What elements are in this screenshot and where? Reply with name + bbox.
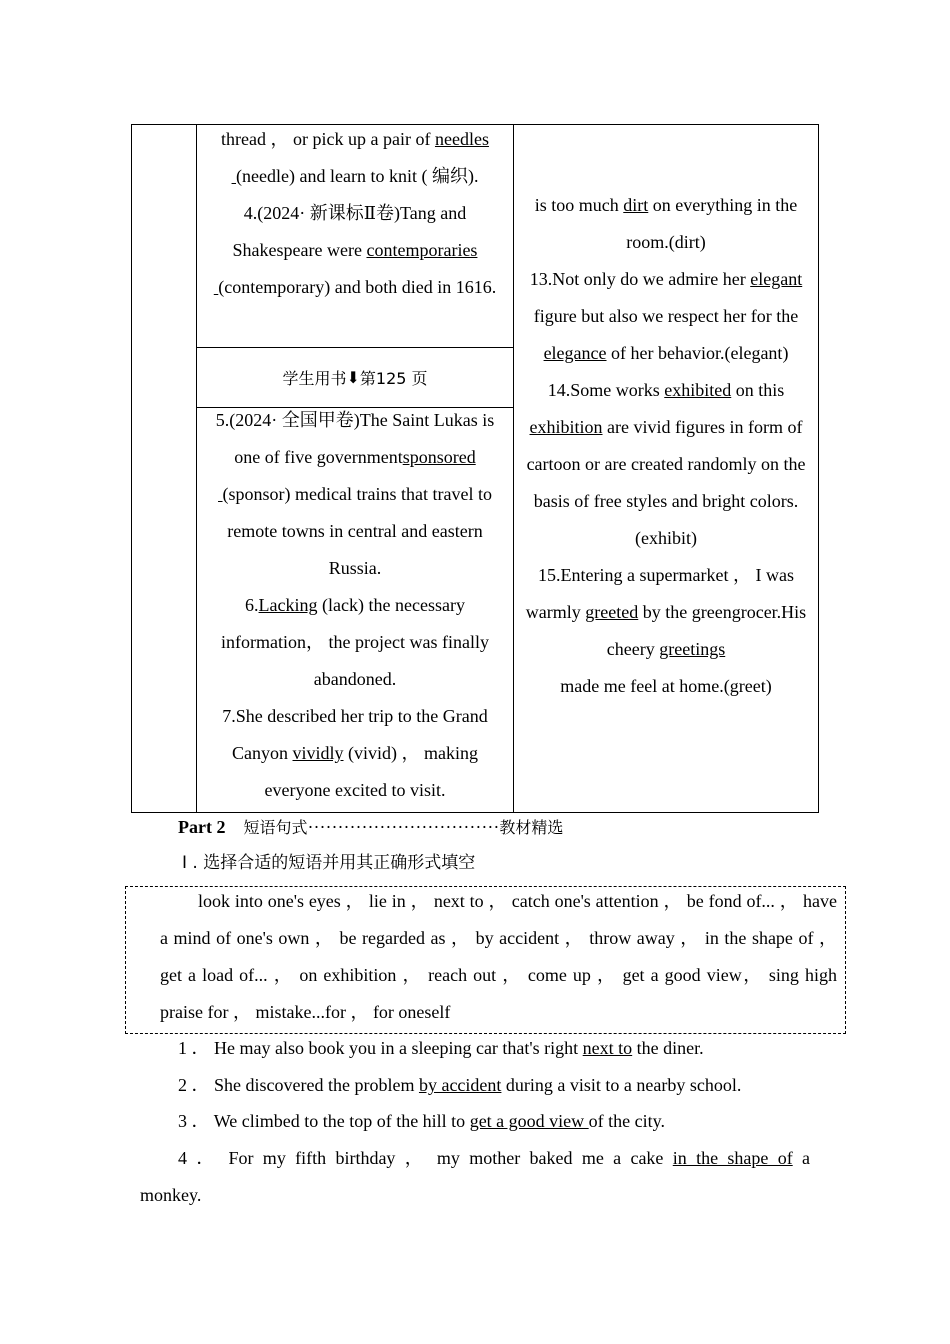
table-right-column: is too much dirt on everything in the room.(dirt) 13.Not only do we admire her elegant figure but also we respect her for the elegance of her behavior.(elegant) 14.Some works exhibited on this exhibition are vivid figures in form of cartoon or are created randomly on the basis of free styles and bright colors.(exhibit) 15.Entering a supermarket ， I was warmly greeted by the greengrocer.His cheery greetings made me feel at home.(greet) [525, 195, 807, 696]
answer-exhibited: exhibited [664, 380, 732, 400]
question-4: 4 ． For my fifth birthday ， my mother baked me a cake in the shape of a [178, 1148, 810, 1168]
part-heading: Part 2 短语句式································教材精选 [178, 817, 564, 837]
answer-next-to: next to [582, 1038, 633, 1058]
answer-contemporaries: contemporaries [366, 240, 478, 260]
question-2: 2 ． She discovered the problem by accident during a visit to a nearby school. [178, 1075, 742, 1095]
answer-vividly: vividly [292, 743, 344, 763]
answer-sponsored: sponsored [402, 447, 476, 467]
table-cell-q5-q7: 5.(2024· 全国甲卷)The Saint Lukas is one of five governmentsponsored (sponsor) medical trains that travel to remote towns in central and eastern Russia. 6.Lacking (lack) the necessary information， the project was finally abandoned. 7.She described her trip to the Grand Canyon vividly (vivid) ， making everyone excited to visit. [215, 410, 495, 800]
table-left-column [132, 125, 197, 812]
question-1: 1 ． He may also book you in a sleeping car that's right next to the diner. [178, 1038, 704, 1058]
question-3: 3 ． We climbed to the top of the hill to get a good view of the city. [178, 1111, 665, 1131]
answer-elegance: elegance [543, 343, 607, 363]
answer-lacking: Lacking [258, 595, 318, 615]
answer-in-the-shape-of: in the shape of [672, 1148, 793, 1168]
answer-needles: needles [434, 129, 489, 149]
answer-dirt: dirt [623, 195, 649, 215]
down-arrow-icon: ⬇ [346, 369, 360, 387]
answer-elegant: elegant [750, 269, 803, 289]
question-4-continuation: monkey. [140, 1185, 202, 1205]
page-reference-cell: 学生用书 ⬇ 第125 页 [197, 348, 513, 408]
answer-by-accident: by accident [418, 1075, 502, 1095]
table-cell-q3-q4: thread ， or pick up a pair of needles (needle) and learn to knit ( 编织). 4.(2024· 新课标Ⅱ卷)Tang and Shakespeare were contemporaries (contemporary) and both died in 1616. [197, 125, 513, 348]
answer-exhibition: exhibition [529, 417, 603, 437]
answer-greetings: greetings [659, 639, 726, 659]
table-middle-column [197, 125, 514, 812]
vocabulary-table [131, 124, 819, 813]
answer-get-a-good-view: get a good view [469, 1111, 589, 1131]
phrase-box: look into one's eyes ， lie in ， next to ， catch one's attention ， be fond of... ， have a mind of one's own ， be regarded as ， by accident ， throw away ， in the shape of ， get a load of... ， on exhibition ， reach out ， come up ， get a good view， sing high praise for ， mistake...for ， for oneself [125, 886, 846, 1034]
section-heading: Ⅰ . 选择合适的短语并用其正确形式填空 [182, 853, 476, 873]
answer-greeted: greeted [585, 602, 639, 622]
